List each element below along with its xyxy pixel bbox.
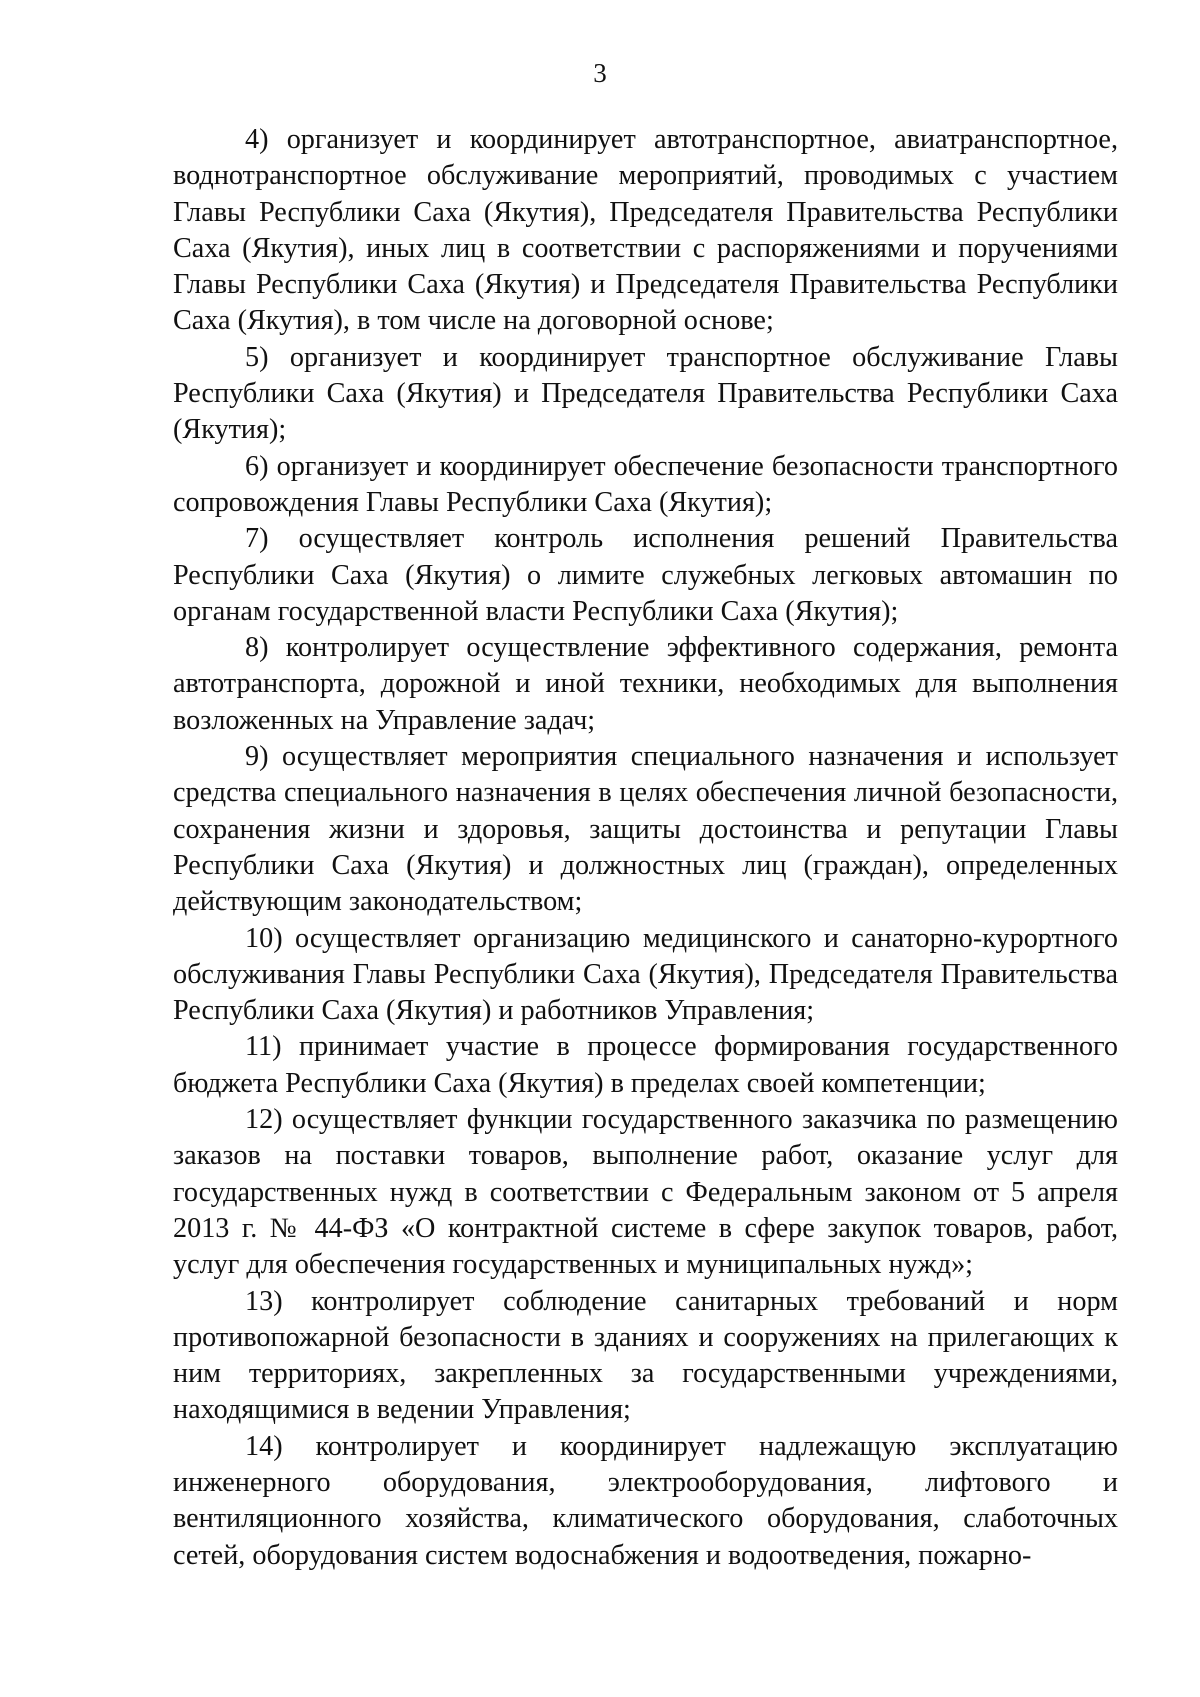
clause-8: 8) контролирует осуществление эффективного содержания, ремонта автотранспорта, дорожной и иной техники, необходимых для выполнения возложенных на Управление задач; (173, 632, 1118, 736)
document-body (173, 122, 1118, 1574)
clause-4: 4) организует и координирует автотранспортное, авиатранспортное, воднотранспортное обслуживание мероприятий, проводимых с участием Главы Республики Саха (Якутия), Председателя Правительства Республики Саха (Якутия), иных лиц в соответствии с распоряжениями и поручениями Главы Республики Саха (Якутия) и Председателя Правительства Республики Саха (Якутия), в том числе на договорной основе; (173, 124, 1118, 337)
clause-11: 11) принимает участие в процессе формирования государственного бюджета Республики Саха (Якутия) в пределах своей компетенции; (173, 1031, 1118, 1099)
clause-12: 12) осуществляет функции государственного заказчика по размещению заказов на поставки товаров, выполнение работ, оказание услуг для государственных нужд в соответствии с Федеральным законом от 5 апреля 2013 г. № 44-ФЗ «О контрактной системе в сфере закупок товаров, работ, услуг для обеспечения государственных и муниципальных нужд»; (173, 1104, 1118, 1281)
clause-10: 10) осуществляет организацию медицинского и санаторно-курортного обслуживания Главы Республики Саха (Якутия), Председателя Правительства Республики Саха (Якутия) и работников Управления; (173, 922, 1118, 1027)
clause-7: 7) осуществляет контроль исполнения решений Правительства Республики Саха (Якутия) о лимите служебных легковых автомашин по органам государственной власти Республики Саха (Якутия); (173, 523, 1118, 627)
clause-5: 5) организует и координирует транспортное обслуживание Главы Республики Саха (Якутия) и Председателя Правительства Республики Саха (Якутия); (173, 341, 1118, 446)
clause-6: 6) организует и координирует обеспечение безопасности транспортного сопровождения Главы Республики Саха (Якутия); (173, 450, 1118, 518)
page-number: 3 (593, 58, 607, 88)
clause-9: 9) осуществляет мероприятия специального назначения и использует средства специального назначения в целях обеспечения личной безопасности, сохранения жизни и здоровья, защиты достоинства и репутации Главы Республики Саха (Якутия) и должностных лиц (граждан), определенных действующим законодательством; (173, 741, 1118, 918)
clause-13: 13) контролирует соблюдение санитарных требований и норм противопожарной безопасности в зданиях и сооружениях на прилегающих к ним территориях, закрепленных за государственными учреждениями, находящимися в ведении Управления; (173, 1285, 1118, 1426)
clause-14: 14) контролирует и координирует надлежащую эксплуатацию инженерного оборудования, электрооборудования, лифтового и вентиляционного хозяйства, климатического оборудования, слаботочных сетей, оборудования систем водоснабжения и водоотведения, пожарно- (173, 1430, 1118, 1571)
